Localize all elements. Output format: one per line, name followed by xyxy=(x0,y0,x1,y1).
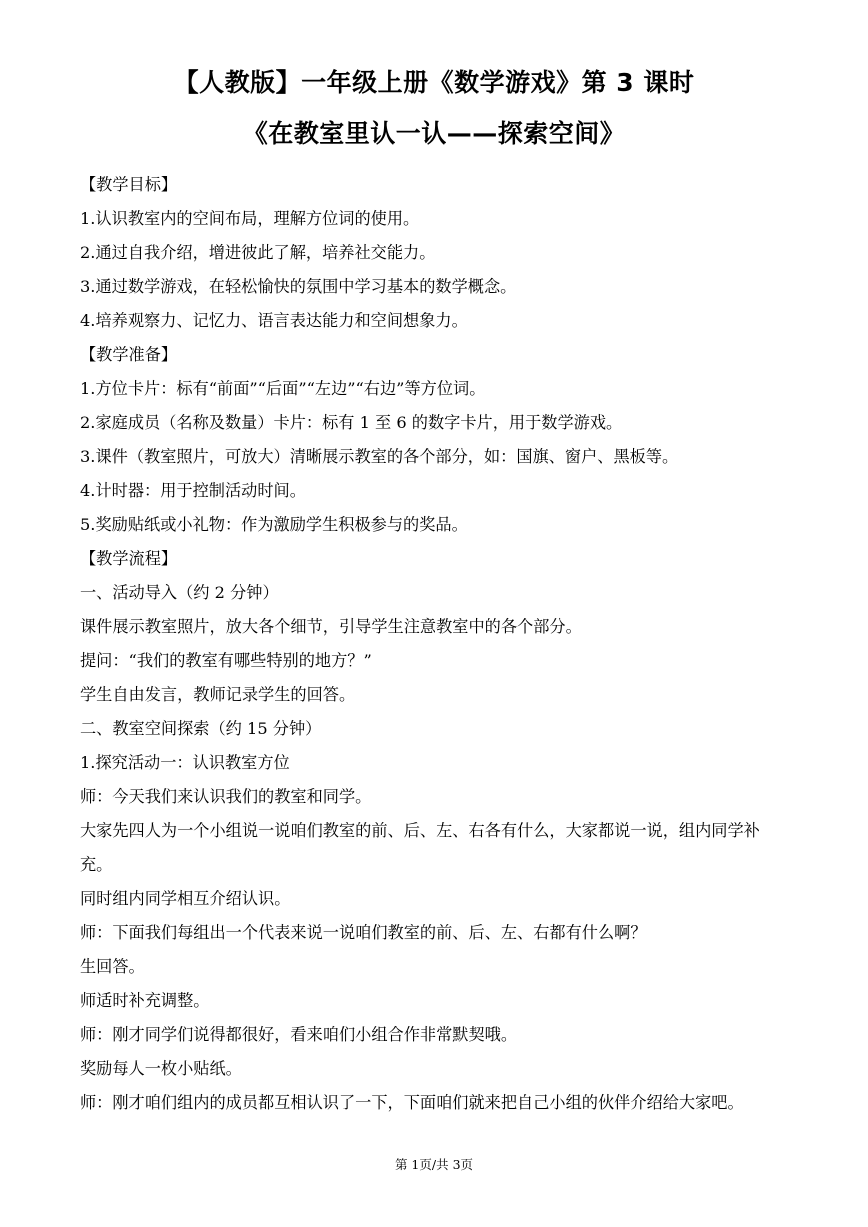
section-heading-preparation: 【教学准备】 xyxy=(80,345,178,364)
paragraph: 学生自由发言，教师记录学生的回答。 xyxy=(80,685,356,704)
preparation-item-5: 5.奖励贴纸或小礼物：作为激励学生积极参与的奖品。 xyxy=(80,515,468,534)
document-title: 【人教版】一年级上册《数学游戏》第 3 课时 xyxy=(173,68,695,97)
preparation-item-1: 1.方位卡片：标有“前面”“后面”“左边”“右边”等方位词。 xyxy=(80,379,486,398)
document-body xyxy=(80,168,792,1120)
section-heading-objectives: 【教学目标】 xyxy=(80,175,178,194)
page-footer: 第 1页/共 3页 xyxy=(394,1157,474,1172)
paragraph: 师：刚才同学们说得都很好，看来咱们小组合作非常默契哦。 xyxy=(80,1025,518,1044)
paragraph: 师适时补充调整。 xyxy=(80,991,210,1010)
paragraph: 同时组内同学相互介绍认识。 xyxy=(80,889,291,908)
preparation-item-4: 4.计时器：用于控制活动时间。 xyxy=(80,481,306,500)
section-heading-process: 【教学流程】 xyxy=(80,549,178,568)
process-heading-intro: 一、活动导入（约 2 分钟） xyxy=(80,583,279,602)
preparation-item-2: 2.家庭成员（名称及数量）卡片：标有 1 至 6 的数字卡片，用于数学游戏。 xyxy=(80,413,623,432)
objective-item-2: 2.通过自我介绍，增进彼此了解，培养社交能力。 xyxy=(80,243,436,262)
document-subtitle: 《在教室里认一认——探索空间》 xyxy=(242,119,626,148)
objective-item-3: 3.通过数学游戏，在轻松愉快的氛围中学习基本的数学概念。 xyxy=(80,277,517,296)
paragraph: 师：今天我们来认识我们的教室和同学。 xyxy=(80,787,372,806)
process-heading-exploration: 二、教室空间探索（约 15 分钟） xyxy=(80,719,322,738)
preparation-item-3: 3.课件（教室照片，可放大）清晰展示教室的各个部分，如：国旗、窗户、黑板等。 xyxy=(80,447,679,466)
paragraph: 大家先四人为一个小组说一说咱们教室的前、后、左、右各有什么，大家都说一说，组内同学补充。 xyxy=(80,821,760,874)
paragraph: 奖励每人一枚小贴纸。 xyxy=(80,1059,242,1078)
objective-item-1: 1.认识教室内的空间布局，理解方位词的使用。 xyxy=(80,209,420,228)
paragraph: 师：刚才咱们组内的成员都互相认识了一下，下面咱们就来把自己小组的伙伴介绍给大家吧。 xyxy=(80,1093,744,1112)
paragraph: 生回答。 xyxy=(80,957,145,976)
activity-heading-1: 1.探究活动一：认识教室方位 xyxy=(80,753,290,772)
objective-item-4: 4.培养观察力、记忆力、语言表达能力和空间想象力。 xyxy=(80,311,468,330)
paragraph: 师：下面我们每组出一个代表来说一说咱们教室的前、后、左、右都有什么啊？ xyxy=(80,923,647,942)
paragraph: 课件展示教室照片，放大各个细节，引导学生注意教室中的各个部分。 xyxy=(80,617,582,636)
paragraph: 提问：“我们的教室有哪些特别的地方？” xyxy=(80,651,372,670)
